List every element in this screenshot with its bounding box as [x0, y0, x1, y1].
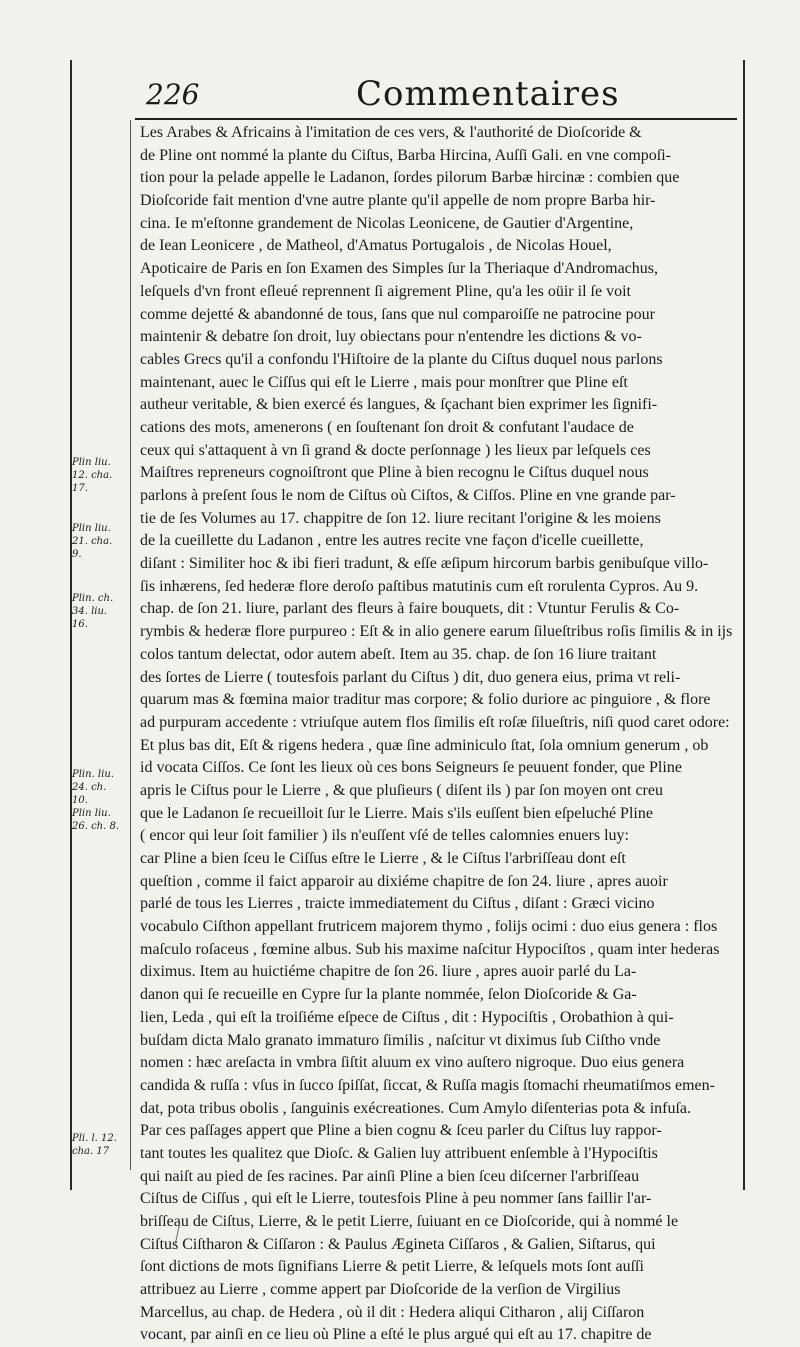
text-line: qui naiſt au pied de ſes racines. Par ainſi Pline a bien ſceu diſcerner l'arbriſſeau: [140, 1167, 640, 1185]
text-line: ad purpuram accedente : vtriuſque autem flos ſimilis eſt roſæ ſilueſtris, niſi quod caret odore:: [140, 713, 730, 731]
text-line: de Pline ont nommé la plante du Ciſtus, Barba Hircina, Auſſi Gali. en vne compoſi-: [140, 146, 672, 164]
text-line: lien, Leda , qui eſt la troiſiéme eſpece de Ciſtus , dit : Hypociſtis , Orobathion à qui-: [140, 1008, 674, 1026]
text-line: autheur veritable, & bien exercé és langues, & ſçachant bien exprimer les ſignifi-: [140, 396, 658, 414]
text-line: id vocata Ciſſos. Ce ſont les lieux où ces bons Seigneurs ſe peuuent fonder, que Pline: [140, 759, 682, 777]
text-line: parlé de tous les Lierres , traicte immediatement du Ciſtus , diſant : Græci vicino: [140, 895, 655, 913]
text-line: ſis inhærens, ſed hederæ flore deroſo paſtibus matutinis cum eſt rorulenta Cypros. Au 9.: [140, 577, 699, 595]
text-line: maintenir & debatre ſon droit, luy obiectans pour n'entendre les dictions & vo-: [140, 328, 642, 346]
text-line: Marcellus, au chap. de Hedera , où il dit : Hedera aliqui Citharon , alij Ciſſaron: [140, 1303, 645, 1321]
text-line: cina. Ie m'eſtonne grandement de Nicolas Leonicene, de Gautier d'Argentine,: [140, 214, 634, 232]
text-line: briſſeau de Ciſtus, Lierre, & le petit Lierre, ſuiuant en ce Dioſcoride, qui à nommé le: [140, 1213, 679, 1230]
text-line: Et plus bas dit, Eſt & rigens hedera , quæ ſine adminiculo ſtat, ſola omnium generum , ob: [140, 736, 709, 754]
text-line: car Pline a bien ſceu le Ciſſus eſtre le Lierre , & le Ciſtus l'arbriſſeau dont eſt: [140, 850, 626, 867]
text-line: cables Grecs qu'il a confondu l'Hiſtoire de la plante du Ciſtus duquel nous parlons: [140, 350, 663, 368]
text-line: parlons à preſent ſous le nom de Ciſtus où Ciſtos, & Ciſſos. Pline en vne grande par-: [140, 487, 676, 504]
text-line: cations des mots, amenerons ( en ſouſtenant ſon droit & confutant l'audace de: [140, 418, 634, 436]
text-line: Apoticaire de Paris en ſon Examen des Simples ſur la Theriaque d'Andromachus,: [140, 260, 659, 278]
text-line: diſant : Similiter hoc & ibi fieri tradunt, & eſſe æſipum hircorum barbis genibuſque villo-: [140, 555, 709, 573]
body-text: [140, 122, 732, 1347]
text-line: tion pour la pelade appelle le Ladanon, ſordes pilorum Barbæ hircinæ : combien que: [140, 169, 680, 187]
text-line: Maiſtres repreneurs cognoiſtront que Pline à bien recognu le Ciſtus duquel nous: [140, 464, 649, 482]
page-header: [140, 72, 740, 114]
text-line: attribuez au Lierre , comme appert par Dioſcoride de la verſion de Virgilius: [140, 1281, 621, 1299]
running-title: Commentaires: [356, 74, 620, 114]
margin-note: Plin. liu. 24. ch. 10. Plin liu. 26. ch. 8.: [72, 769, 120, 832]
text-line: vocabulo Ciſthon appellant frutricem majorem thymo , folijs ocimi : duo eius genera : flos: [140, 918, 718, 936]
text-line: de Iean Leonicere , de Matheol, d'Amatus Portugalois , de Nicolas Houel,: [140, 237, 612, 255]
text-line: Par ces paſſages appert que Pline a bien cognu & ſceu parler du Ciſtus luy rappor-: [140, 1122, 662, 1140]
text-line: Ciſtus de Ciſſus , qui eſt le Lierre, toutesfois Pline à peu nommer ſans faillir l'ar-: [140, 1190, 652, 1208]
page-number: 226: [146, 78, 200, 111]
text-line: diximus. Item au huictiéme chapitre de ſon 26. liure , apres auoir parlé du La-: [140, 963, 637, 981]
text-line: maſculo roſaceus , fœmine albus. Sub his maxime naſcitur Hypociſtos , quam inter hederas: [140, 940, 720, 958]
text-line: Ciſtus Ciſtharon & Ciſſaron : & Paulus Ægineta Ciſſaros , & Galien, Siſtarus, qui: [140, 1235, 656, 1253]
text-line: ſont dictions de mots ſignifians Lierre & petit Lierre, & leſquels mots ſont auſſi: [140, 1258, 644, 1276]
text-line: Les Arabes & Africains à l'imitation de ces vers, & l'authorité de Dioſcoride &: [140, 124, 642, 141]
margin-note: Plin. ch. 34. liu. 16.: [72, 593, 114, 630]
margin-note: Pli. l. 12. cha. 17: [72, 1133, 117, 1157]
margin-divider: [130, 120, 131, 1170]
text-line: Dioſcoride fait mention d'vne autre plante qu'il appelle de nom propre Barba hir-: [140, 192, 656, 210]
text-line: rymbis & hederæ flore purpureo : Eſt & in alio genere earum ſilueſtribus roſis ſimilis & in ijs: [140, 623, 732, 641]
text-line: colos tantum delectat, odor autem abeſt. Item au 35. chap. de ſon 16 liure traitant: [140, 645, 657, 663]
text-line: maintenant, auec le Ciſſus qui eſt le Lierre , mais pour monſtrer que Pline eſt: [140, 373, 628, 391]
header-rule: [135, 118, 737, 120]
text-line: quarum mas & fœmina maior traditur mas corpore; & folio duriore ac pinguiore , & flore: [140, 691, 711, 709]
text-line: tie de ſes Volumes au 17. chappitre de ſon 12. liure recitant l'origine & les moiens: [140, 509, 661, 527]
text-line: des ſortes de Lierre ( toutesfois parlant du Ciſtus ) dit, duo genera eius, prima vt reli-: [140, 668, 681, 686]
text-line: ceux qui s'attaquent à vn ſi grand & docte perſonnage ) les lieux par leſquels ces: [140, 441, 651, 459]
text-line: vocant, par ainſi en ce lieu où Pline a eſté le plus argué qui eſt au 17. chapitre de: [140, 1326, 652, 1344]
text-line: ( encor qui leur ſoit familier ) ils n'euſſent vſé de telles calomnies enuers luy:: [140, 827, 629, 845]
text-line: danon qui ſe recueille en Cypre ſur la plante nommée, ſelon Dioſcoride & Ga-: [140, 986, 637, 1004]
text-line: apris le Ciſtus pour le Lierre , & que pluſieurs ( diſent ils ) par ſon moyen ont creu: [140, 781, 663, 799]
text-line: leſquels d'vn front eſleué reprennent ſi aigrement Pline, qu'a les oüir il ſe voit: [140, 282, 631, 300]
text-line: comme dejetté & abandonné de tous, ſans que nul comparoiſſe ne patrocine pour: [140, 305, 655, 323]
text-line: queſtion , comme il faict apparoir au dixiéme chapitre de ſon 24. liure , apres auoir: [140, 872, 668, 890]
text-line: tant toutes les qualitez que Dioſc. & Galien luy attribuent enſemble à l'Hypociſtis: [140, 1144, 658, 1162]
margin-note: Plin liu. 12. cha. 17.: [72, 457, 113, 494]
text-line: que le Ladanon ſe recueilloit ſur le Lierre. Mais s'ils euſſent bien eſpeluché Pline: [140, 804, 653, 822]
text-line: chap. de ſon 21. liure, parlant des fleurs à faire bouquets, dit : Vtuntur Ferulis & Co-: [140, 600, 680, 618]
text-line: nomen : hæc areſacta in vmbra ſiſtit aluum ex vino auſtero nigroque. Duo eius genera: [140, 1054, 685, 1072]
text-line: de la cueillette du Ladanon , entre les autres recite vne façon d'icelle cueillette,: [140, 532, 644, 550]
text-line: dat, pota tribus obolis , ſanguinis exécreationes. Cum Amylo diſenterias pota & infuſa.: [140, 1099, 692, 1117]
text-line: buſdam dicta Malo granato immaturo ſimilis , naſcitur vt diximus ſub Ciſtho vnde: [140, 1031, 661, 1049]
margin-note: Plin liu. 21. cha. 9.: [72, 523, 113, 560]
text-line: candida & ruſſa : vſus in ſucco ſpiſſat, ſiccat, & Ruſſa magis ſtomachi rheumatiſmos emen-: [140, 1076, 715, 1094]
